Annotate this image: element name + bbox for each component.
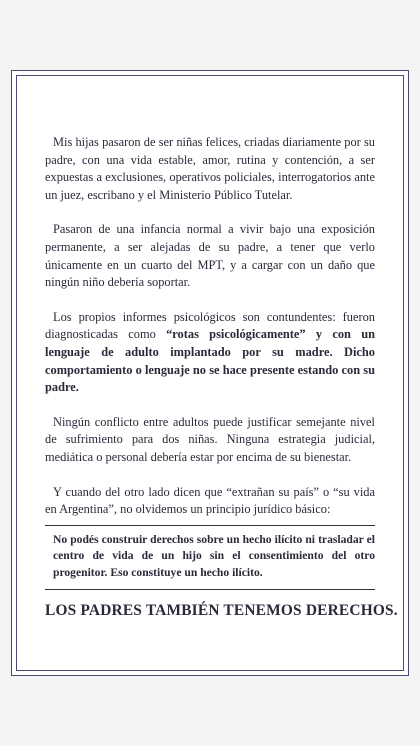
document-sheet xyxy=(11,70,409,676)
letter-body xyxy=(45,134,398,620)
legal-notice: No podés construir derechos sobre un hecho ilícito ni trasladar el centro de vida de un hijo sin el consentimiento del otro progenitor. Eso constituye un hecho ilícito. xyxy=(53,532,375,579)
closing-slogan: LOS PADRES TAMBIÉN TENEMOS DERECHOS. xyxy=(45,602,398,620)
bottom-divider xyxy=(45,589,375,590)
paragraph-3-quote: “rotas psicológicamente” xyxy=(166,327,306,342)
paragraph-1: Mis hijas pasaron de ser niñas felices, criadas diariamente por su padre, con una vida estable, amor, rutina y contención, a ser expuestas a exclusiones, operativos policiales, interrogatorios ante un juez, escribano y el Ministerio Público Tutelar. xyxy=(45,135,375,202)
paragraph-5: Y cuando del otro lado dicen que “extrañan su país” o “su vida en Argentina”, no olvidemos un principio jurídico básico: xyxy=(45,484,375,517)
inner-border xyxy=(16,75,404,671)
paragraph-3-emphasis: y con un lenguaje de adulto implantado por su madre. Dicho comportamiento o lenguaje no se hace presente estando con su padre. xyxy=(45,327,376,395)
paragraph-3 xyxy=(45,309,375,397)
paragraph-3-intro: Los propios informes psicológicos son contundentes: fueron diagnosticadas como xyxy=(45,309,375,342)
paragraph-2: Pasaron de una infancia normal a vivir bajo una exposición permanente, a ser alejadas de su padre, a tener que verlo únicamente en un cuarto del MPT, y a cargar con un daño que ningún niño debería soportar. xyxy=(45,222,375,290)
paragraph-4: Ningún conflicto entre adultos puede justificar semejante nivel de sufrimiento para dos niñas. Ninguna estrategia judicial, mediática o personal debería estar por encima de su bienestar. xyxy=(45,414,375,464)
